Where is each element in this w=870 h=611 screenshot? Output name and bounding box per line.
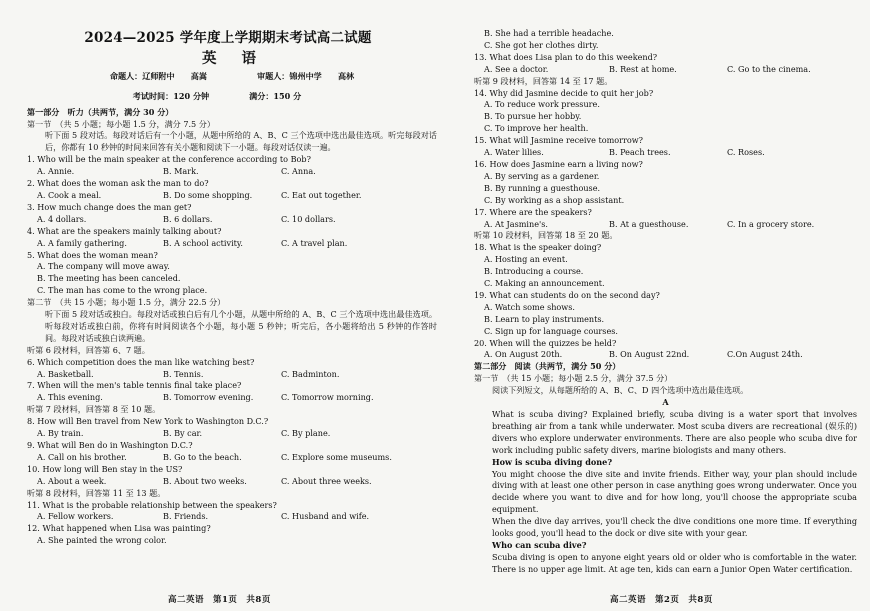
- option-a: A. She painted the wrong color.: [37, 535, 167, 546]
- question-stem: 19. What can students do on the second day?: [474, 289, 660, 300]
- option-a: A. Cook a meal.: [37, 189, 102, 200]
- question-stem: 11. What is the probable relationship between the speakers?: [27, 499, 277, 510]
- option-row: [474, 64, 857, 76]
- option-b: B. Introducing a course.: [484, 266, 584, 277]
- option-b: B. About two weeks.: [163, 475, 247, 486]
- option-b: B. 6 dollars.: [163, 213, 213, 224]
- option-c: C. To improve her health.: [484, 123, 589, 134]
- option-b: B. The meeting has been canceled.: [37, 273, 181, 284]
- option-b: B. She had a terrible headache.: [484, 28, 614, 38]
- option-a: A. To reduce work pressure.: [484, 99, 600, 110]
- question-stem: 5. What does the woman mean?: [27, 249, 158, 260]
- question-stem: 16. How does Jasmine earn a living now?: [474, 158, 643, 169]
- question-stem: 15. What will Jasmine receive tomorrow?: [474, 135, 644, 146]
- option-a: A. A family gathering.: [37, 237, 127, 248]
- passage-paragraph: Scuba diving is open to anyone eight years old or older who is comfortable in the water. There is no upper age limit. At age ten, kids can earn a Junior Open Water certification.: [492, 551, 857, 574]
- option-c: C. The man has come to the wrong place.: [37, 285, 208, 296]
- section2-instructions: 听下面 5 段对话或独白。每段对话或独白后有几个小题，从题中所给的 A、B、C 三个选项中选出最佳选项。听每段对话或独白前，你将有时间阅读各个小题，每小题 5 秒钟；听完后，各小题将给出 5 秒钟的作答时间。每段对话或独白读两遍。: [45, 309, 437, 343]
- page-2: [474, 0, 857, 611]
- passage-note: 听第 8 段材料，回答第 11 至 13 题。: [27, 487, 166, 498]
- option-c: C. She got her clothes dirty.: [484, 39, 599, 50]
- reading-section1-heading: 第一节 （共 15 小题；每小题 2.5 分，满分 37.5 分）: [474, 373, 673, 384]
- question-stem: 3. How much change does the man get?: [27, 201, 192, 212]
- option-c: C. Roses.: [727, 147, 765, 158]
- question-stem: 14. Why did Jasmine decide to quit her job?: [474, 87, 654, 98]
- score-label: 满分：150 分: [249, 90, 302, 101]
- option-row: [474, 219, 857, 231]
- option-c: C. Husband and wife.: [281, 511, 370, 522]
- option-a: A. The company will move away.: [37, 261, 170, 272]
- option-a: A. See a doctor.: [484, 63, 549, 74]
- question-stem: 13. What does Lisa plan to do this weekend?: [474, 51, 658, 62]
- question-stem: 4. What are the speakers mainly talking about?: [27, 225, 222, 236]
- option-row: [27, 214, 437, 226]
- part1-heading: 第一部分 听力（共两节，满分 30 分）: [27, 106, 174, 117]
- option-a: A. Water lilies.: [484, 147, 544, 158]
- reviewer-label: 审题人：锦州中学 高林: [257, 70, 355, 81]
- question-stem: 2. What does the woman ask the man to do?: [27, 178, 209, 189]
- option-row: [27, 511, 437, 523]
- option-a: A. Call on his brother.: [37, 451, 127, 462]
- option-a: A. About a week.: [37, 475, 107, 486]
- option-b: B. By car.: [163, 428, 203, 439]
- question-stem: 9. What will Ben do in Washington D.C.?: [27, 440, 193, 450]
- option-row: [27, 392, 437, 404]
- exam-title: 2024—2025 学年度上学期期末考试高二试题: [84, 30, 372, 46]
- option-b: B. Do some shopping.: [163, 189, 253, 200]
- question-stem: 1. Who will be the main speaker at the conference according to Bob?: [27, 154, 311, 165]
- option-c: C. Go to the cinema.: [727, 63, 811, 74]
- reading-instructions: 阅读下列短文，从每题所给的 A、B、C、D 四个选项中选出最佳选项。: [492, 385, 749, 396]
- option-row: [474, 147, 857, 159]
- exam-info-row: [27, 91, 437, 103]
- option-c: C. 10 dollars.: [281, 213, 336, 224]
- authors-row: [27, 71, 437, 83]
- passage-subheading: Who can scuba dive?: [492, 539, 587, 550]
- page-1: [27, 0, 437, 611]
- part2-heading: 第二部分 阅读（共两节，满分 50 分）: [474, 361, 621, 372]
- option-a: A. This evening.: [37, 392, 103, 403]
- option-a: A. Basketball.: [37, 368, 94, 379]
- option-c: C. By plane.: [281, 428, 331, 439]
- section2-heading: 第二节 （共 15 小题；每小题 1.5 分，满分 22.5 分）: [27, 297, 226, 308]
- section1-instructions: 听下面 5 段对话。每段对话后有一个小题，从题中所给的 A、B、C 三个选项中选出最佳选项。听完每段对话后，你都有 10 秒钟的时间来回答有关小题和阅读下一小题。每段对话仅读一遍。: [45, 130, 437, 153]
- passage-note: 听第 9 段材料，回答第 14 至 17 题。: [474, 75, 613, 86]
- option-b: B. Go to the beach.: [163, 451, 242, 462]
- passage-note: 听第 6 段材料，回答第 6、7 题。: [27, 344, 150, 355]
- option-b: B. Rest at home.: [609, 63, 677, 74]
- question-stem: 8. How will Ben travel from New York to Washington D.C.?: [27, 416, 269, 427]
- option-b: B. Tomorrow evening.: [163, 392, 254, 403]
- passage-paragraph: What is scuba diving? Explained briefly, scuba diving is a water sport that involves breathing air from a tank while underwater. Most scuba divers are recreational (娱乐的) divers who explore underwater environments. There are also people who scuba dive for work including public safety divers, marine biologists and many others.: [492, 409, 857, 455]
- option-row: [474, 349, 857, 361]
- option-a: A. By serving as a gardener.: [484, 170, 600, 181]
- option-row: [27, 238, 437, 250]
- option-c: C. Badminton.: [281, 368, 340, 379]
- option-c: C.On August 24th.: [727, 349, 803, 360]
- option-b: B. Tennis.: [163, 368, 204, 379]
- page-1-footer: 高二英语 第1页 共8页: [168, 595, 271, 605]
- option-row: [27, 369, 437, 381]
- option-c: C. By working as a shop assistant.: [484, 194, 625, 205]
- passage-subheading: How is scuba diving done?: [492, 456, 613, 467]
- option-a: A. 4 dollars.: [37, 213, 87, 224]
- option-b: B. On August 22nd.: [609, 349, 690, 360]
- option-a: A. At Jasmine's.: [484, 218, 548, 229]
- question-stem: 7. When will the men's table tennis final take place?: [27, 380, 242, 391]
- option-a: A. Hosting an event.: [484, 254, 568, 265]
- question-stem: 17. Where are the speakers?: [474, 206, 592, 217]
- passage-note: 听第 7 段材料，回答第 8 至 10 题。: [27, 404, 161, 415]
- passage-paragraph: You might choose the dive site and invite friends. Either way, your plan should include diving with at least one other person in case anything goes wrong underwater. Once you decide where you want to dive and for how long, you'll choose the appropriate scuba equipment.: [492, 468, 857, 515]
- option-c: C. Anna.: [281, 166, 316, 177]
- question-stem: 10. How long will Ben stay in the US?: [27, 463, 183, 474]
- option-b: B. Learn to play instruments.: [484, 313, 605, 324]
- option-c: C. Tomorrow morning.: [281, 392, 374, 403]
- option-a: A. Watch some shows.: [484, 301, 575, 312]
- option-b: B. Friends.: [163, 511, 209, 522]
- option-a: A. Fellow workers.: [37, 511, 114, 522]
- passage-letter: A: [662, 397, 669, 408]
- option-c: C. Eat out together.: [281, 189, 362, 200]
- option-b: B. To pursue her hobby.: [484, 111, 582, 122]
- passage-paragraph: When the dive day arrives, you'll check the dive conditions one more time. If everything looks good, you'll head to the dock or dive site with your gear.: [492, 516, 857, 539]
- option-b: B. Peach trees.: [609, 147, 671, 158]
- time-label: 考试时间：120 分钟: [132, 90, 210, 101]
- option-c: C. Making an announcement.: [484, 278, 605, 289]
- option-row: [27, 428, 437, 440]
- question-stem: 12. What happened when Lisa was painting?: [27, 523, 211, 534]
- option-a: A. By train.: [37, 428, 84, 439]
- option-row: [27, 190, 437, 202]
- option-c: C. In a grocery store.: [727, 218, 815, 229]
- page-2-footer: 高二英语 第2页 共8页: [610, 595, 713, 605]
- option-a: A. On August 20th.: [484, 349, 563, 360]
- question-stem: 6. Which competition does the man like watching best?: [27, 356, 255, 367]
- option-row: [27, 452, 437, 464]
- section1-heading: 第一节 （共 5 小题；每小题 1.5 分，满分 7.5 分）: [27, 118, 215, 129]
- option-row: [27, 476, 437, 488]
- passage-note: 听第 10 段材料，回答第 18 至 20 题。: [474, 230, 618, 241]
- option-c: C. Sign up for language courses.: [484, 325, 618, 336]
- question-stem: 18. What is the speaker doing?: [474, 242, 602, 253]
- option-b: B. At a guesthouse.: [609, 218, 689, 229]
- setter-label: 命题人：辽师附中 高嵩: [109, 70, 207, 81]
- option-row: [27, 166, 437, 178]
- option-c: C. About three weeks.: [281, 475, 372, 486]
- subject-title: 英 语: [201, 49, 267, 67]
- option-b: B. Mark.: [163, 166, 199, 177]
- option-a: A. Annie.: [37, 166, 75, 177]
- option-c: C. Explore some museums.: [281, 451, 392, 462]
- option-c: C. A travel plan.: [281, 237, 348, 248]
- question-stem: 20. When will the quizzes be held?: [474, 337, 617, 348]
- option-b: B. By running a guesthouse.: [484, 182, 601, 193]
- option-b: B. A school activity.: [163, 237, 244, 248]
